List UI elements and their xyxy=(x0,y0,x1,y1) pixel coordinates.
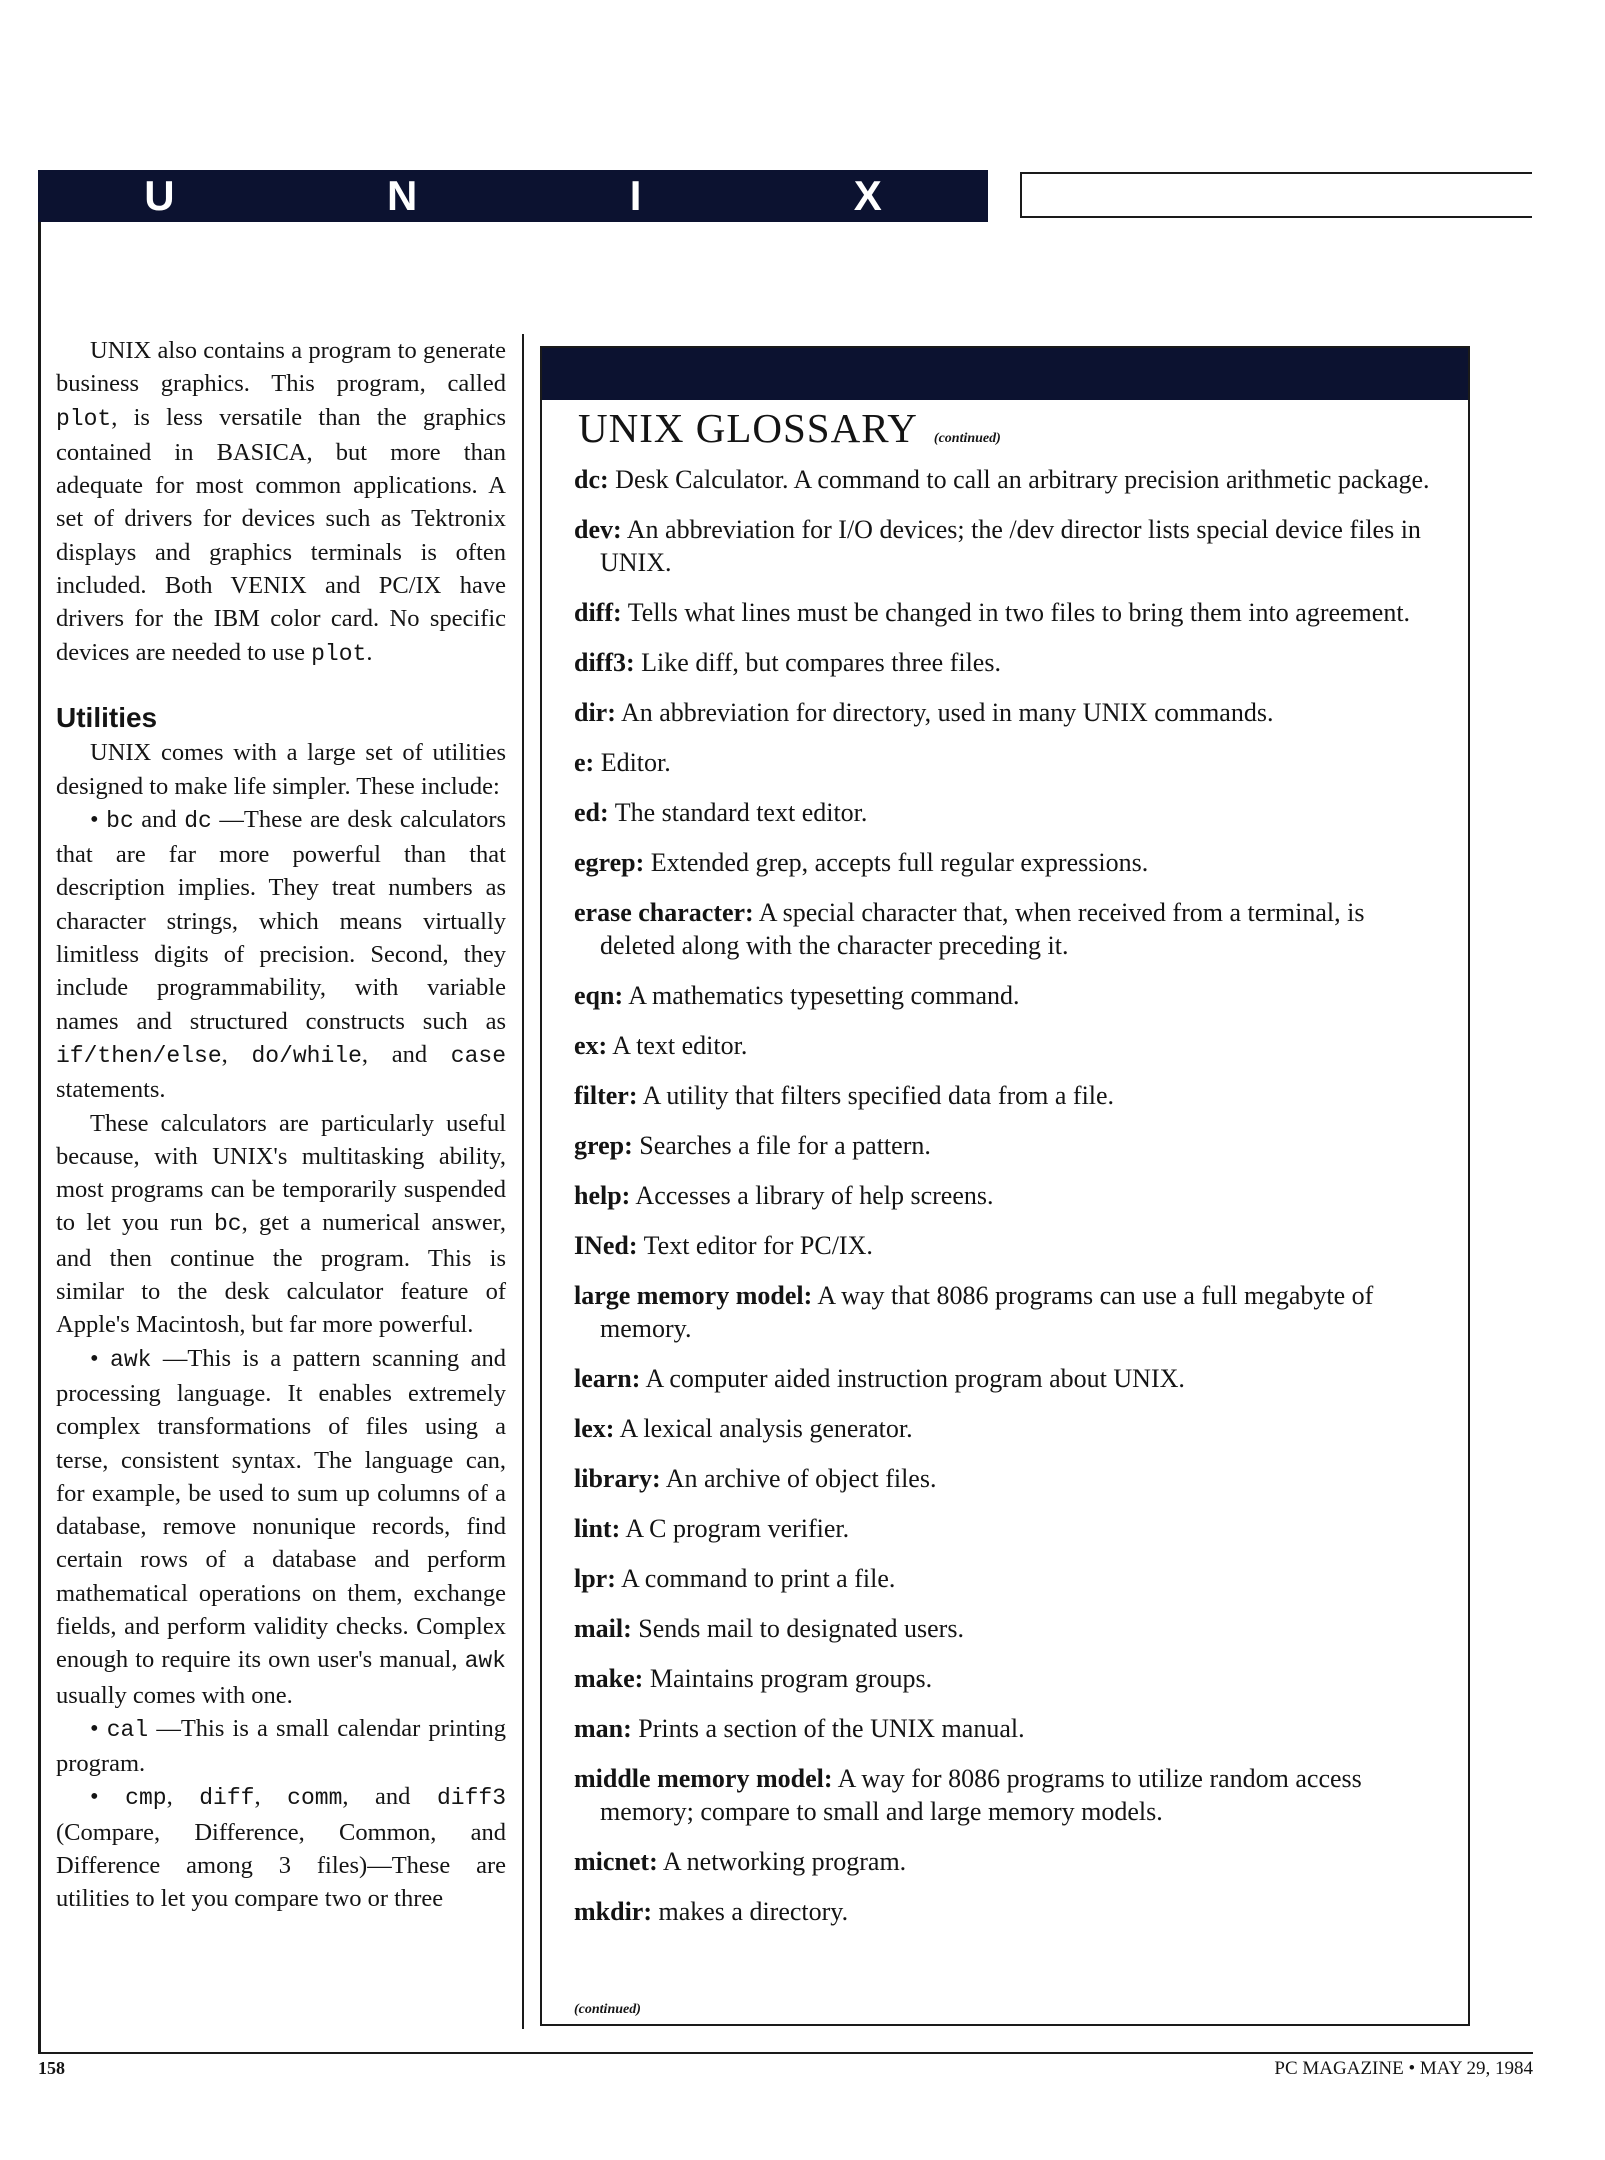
inline-code: diff3 xyxy=(437,1785,507,1812)
text-run: , and xyxy=(361,1040,451,1068)
text-run: , and xyxy=(342,1783,437,1811)
text-run: —This is a small calendar printing program. xyxy=(56,1714,506,1778)
glossary-definition: Extended grep, accepts full regular expressions. xyxy=(650,848,1149,877)
glossary-definition: A networking program. xyxy=(662,1847,907,1876)
text-run: • xyxy=(90,1783,126,1811)
article-paragraph xyxy=(56,334,506,671)
inline-code: if/then/else xyxy=(56,1042,222,1069)
inline-code: diff xyxy=(199,1785,255,1812)
glossary-entry xyxy=(574,463,1444,496)
inline-code: bc xyxy=(213,1211,242,1238)
glossary-definition: The standard text editor. xyxy=(614,798,868,827)
text-run: , is less versatile than the graphics contained in BASICA, but more than adequate for most common applications. A set of drivers for devices such as Tektronix displays and graphics terminals is often included. Both VENIX and PC/IX have drivers for the IBM color card. No specific devices are needed to use xyxy=(56,403,506,666)
glossary-term: ed: xyxy=(574,798,609,827)
inline-code: comm xyxy=(287,1785,343,1812)
glossary-term: ex: xyxy=(574,1031,608,1060)
header-letter: I xyxy=(629,172,642,219)
glossary-definition: Tells what lines must be changed in two files to bring them into agreement. xyxy=(627,598,1411,627)
glossary-definition: A computer aided instruction program about UNIX. xyxy=(645,1364,1185,1393)
glossary-term: e: xyxy=(574,748,595,777)
glossary-term: lint: xyxy=(574,1514,621,1543)
glossary-term: library: xyxy=(574,1464,661,1493)
glossary-definition: Accesses a library of help screens. xyxy=(635,1181,994,1210)
glossary-term: erase character: xyxy=(574,898,754,927)
glossary-term: micnet: xyxy=(574,1847,658,1876)
inline-code: plot xyxy=(311,640,367,667)
glossary-definition: Searches a file for a pattern. xyxy=(639,1131,931,1160)
glossary-term: diff3: xyxy=(574,648,635,677)
glossary-definition: Prints a section of the UNIX manual. xyxy=(638,1714,1025,1743)
glossary-term: make: xyxy=(574,1664,644,1693)
article-paragraph xyxy=(56,803,506,1107)
glossary-entry xyxy=(574,796,1444,829)
glossary-term: mail: xyxy=(574,1614,632,1643)
glossary-entry xyxy=(574,1129,1444,1162)
glossary-term: egrep: xyxy=(574,848,645,877)
glossary-title-text: UNIX GLOSSARY xyxy=(578,405,918,451)
glossary-definition: A way for 8086 programs to utilize random access memory; compare to small and large memory models. xyxy=(600,1764,1362,1826)
glossary-term: grep: xyxy=(574,1131,633,1160)
glossary-entry xyxy=(574,1762,1444,1828)
column-divider xyxy=(522,334,524,2029)
text-run: and xyxy=(133,805,185,833)
glossary-term: large memory model: xyxy=(574,1281,813,1310)
glossary-entry xyxy=(574,1079,1444,1112)
glossary-term: help: xyxy=(574,1181,631,1210)
inline-code: awk xyxy=(464,1648,506,1675)
glossary-definition: Editor. xyxy=(600,748,671,777)
glossary-definition: Sends mail to designated users. xyxy=(638,1614,964,1643)
glossary-definition: A C program verifier. xyxy=(625,1514,850,1543)
inline-code: cmp xyxy=(125,1785,167,1812)
glossary-entry xyxy=(574,1279,1444,1345)
text-run: , xyxy=(254,1783,288,1811)
inline-code: cal xyxy=(106,1716,149,1743)
glossary-term: middle memory model: xyxy=(574,1764,833,1793)
glossary-term: dev: xyxy=(574,515,622,544)
text-run: UNIX also contains a program to generate business graphics. This program, called xyxy=(56,337,506,398)
magazine-footer: PC MAGAZINE • MAY 29, 1984 xyxy=(1274,2058,1533,2079)
text-run: . xyxy=(366,638,373,666)
glossary-term: INed: xyxy=(574,1231,638,1260)
text-run: usually comes with one. xyxy=(56,1681,293,1709)
glossary-definition: makes a directory. xyxy=(658,1897,849,1926)
text-run: (Compare, Difference, Common, and Difference among 3 files)—These are utilities to let you compare two or three xyxy=(56,1818,506,1913)
glossary-definition: A text editor. xyxy=(612,1031,748,1060)
glossary-definition: A way that 8086 programs can use a full megabyte of memory. xyxy=(600,1281,1374,1343)
glossary-definition: A mathematics typesetting command. xyxy=(628,981,1020,1010)
glossary-definition: An abbreviation for I/O devices; the /dev director lists special device files in UNIX. xyxy=(600,515,1421,577)
header-letter: N xyxy=(386,172,418,219)
text-run: statements. xyxy=(56,1076,166,1104)
article-paragraph xyxy=(56,1712,506,1781)
glossary-entry xyxy=(574,979,1444,1012)
glossary-entry xyxy=(574,1029,1444,1062)
glossary-definition: A command to print a file. xyxy=(620,1564,896,1593)
glossary-entry xyxy=(574,646,1444,679)
glossary-entry xyxy=(574,1512,1444,1545)
article-column xyxy=(56,334,506,1916)
glossary-definition: Desk Calculator. A command to call an arbitrary precision arithmetic package. xyxy=(615,465,1430,494)
inline-code: do/while xyxy=(251,1042,362,1069)
glossary-term: lpr: xyxy=(574,1564,616,1593)
glossary-entry xyxy=(574,746,1444,779)
glossary-definition: Like diff, but compares three files. xyxy=(641,648,1001,677)
glossary-entry xyxy=(574,1462,1444,1495)
inline-code: bc xyxy=(106,807,134,834)
section-heading: Utilities xyxy=(56,701,158,733)
glossary-entry xyxy=(574,1562,1444,1595)
glossary-definition: A special character that, when received from a terminal, is deleted along with the character preceding it. xyxy=(600,898,1365,960)
glossary-top-bar xyxy=(542,348,1468,400)
glossary-entry xyxy=(574,1712,1444,1745)
article-paragraph xyxy=(56,1342,506,1712)
bottom-rule xyxy=(38,2052,1533,2054)
glossary-term: filter: xyxy=(574,1081,638,1110)
glossary-list xyxy=(574,463,1444,1928)
glossary-entry xyxy=(574,1612,1444,1645)
glossary-continued-tag: (continued) xyxy=(933,431,1001,446)
article-paragraph xyxy=(56,1107,506,1342)
glossary-entry xyxy=(574,513,1444,579)
glossary-definition: A lexical analysis generator. xyxy=(619,1414,913,1443)
glossary-definition: Maintains program groups. xyxy=(649,1664,933,1693)
glossary-term: diff: xyxy=(574,598,622,627)
glossary-definition: Text editor for PC/IX. xyxy=(643,1231,873,1260)
article-paragraph xyxy=(56,736,506,803)
glossary-definition: An abbreviation for directory, used in many UNIX commands. xyxy=(620,698,1274,727)
frame-left-rule xyxy=(38,222,41,2052)
inline-code: case xyxy=(450,1042,507,1069)
header-empty-box xyxy=(1020,172,1532,218)
glossary-definition: A utility that filters specified data from a file. xyxy=(642,1081,1115,1110)
glossary-term: learn: xyxy=(574,1364,641,1393)
glossary-sidebar xyxy=(540,346,1470,2026)
text-run: —These are desk calculators that are far more powerful than that description implies. They treat numbers as character strings, which means virtually limitless digits of precision. Second, they include programmability, with variable names and structured constructs such as xyxy=(56,805,507,1035)
glossary-term: lex: xyxy=(574,1414,615,1443)
text-run: UNIX comes with a large set of utilities designed to make life simpler. These include: xyxy=(56,739,506,800)
glossary-entry xyxy=(574,1845,1444,1878)
glossary-definition: An archive of object files. xyxy=(665,1464,937,1493)
inline-code: awk xyxy=(110,1346,152,1373)
text-run: —This is a pattern scanning and processing language. It enables extremely complex transformations of files using a terse, consistent syntax. The language can, for example, be used to sum up columns of a database, remove nonunique records, find certain rows of a database and perform mathematical operations on them, exchange fields, and perform validity checks. Complex enough to require its own user's manual, xyxy=(56,1344,506,1674)
inline-code: plot xyxy=(56,405,112,432)
text-run: • xyxy=(90,1344,111,1372)
text-run: • xyxy=(90,805,107,833)
article-paragraph xyxy=(56,1780,506,1915)
article-paragraphs xyxy=(56,736,506,1915)
text-run: , get a numerical answer, and then continue the program. This is similar to the desk calculator feature of Apple's Macintosh, but far more powerful. xyxy=(56,1209,506,1339)
glossary-entry xyxy=(574,1662,1444,1695)
glossary-entry xyxy=(574,1229,1444,1262)
glossary-term: eqn: xyxy=(574,981,624,1010)
glossary-entry xyxy=(574,596,1444,629)
glossary-entry xyxy=(574,1412,1444,1445)
text-run: • xyxy=(90,1714,107,1742)
glossary-term: dc: xyxy=(574,465,609,494)
glossary-term: mkdir: xyxy=(574,1897,652,1926)
glossary-entry xyxy=(574,1362,1444,1395)
glossary-title xyxy=(578,404,1468,463)
glossary-term: dir: xyxy=(574,698,616,727)
glossary-entry xyxy=(574,696,1444,729)
glossary-entry xyxy=(574,1895,1444,1928)
text-run: , xyxy=(221,1040,252,1068)
text-run: These calculators are particularly useful because, with UNIX's multitasking ability, most programs can be temporarily suspended to let you run xyxy=(56,1109,506,1237)
section-header-bar xyxy=(38,170,988,222)
inline-code: dc xyxy=(184,807,212,834)
glossary-entry xyxy=(574,896,1444,962)
text-run: , xyxy=(166,1783,200,1811)
glossary-entry xyxy=(574,1179,1444,1212)
glossary-term: man: xyxy=(574,1714,632,1743)
page-number: 158 xyxy=(38,2058,65,2078)
glossary-entry xyxy=(574,846,1444,879)
header-letter: U xyxy=(144,172,175,219)
glossary-footer-tag: (continued) xyxy=(574,2002,641,2017)
header-letter: X xyxy=(853,172,882,219)
